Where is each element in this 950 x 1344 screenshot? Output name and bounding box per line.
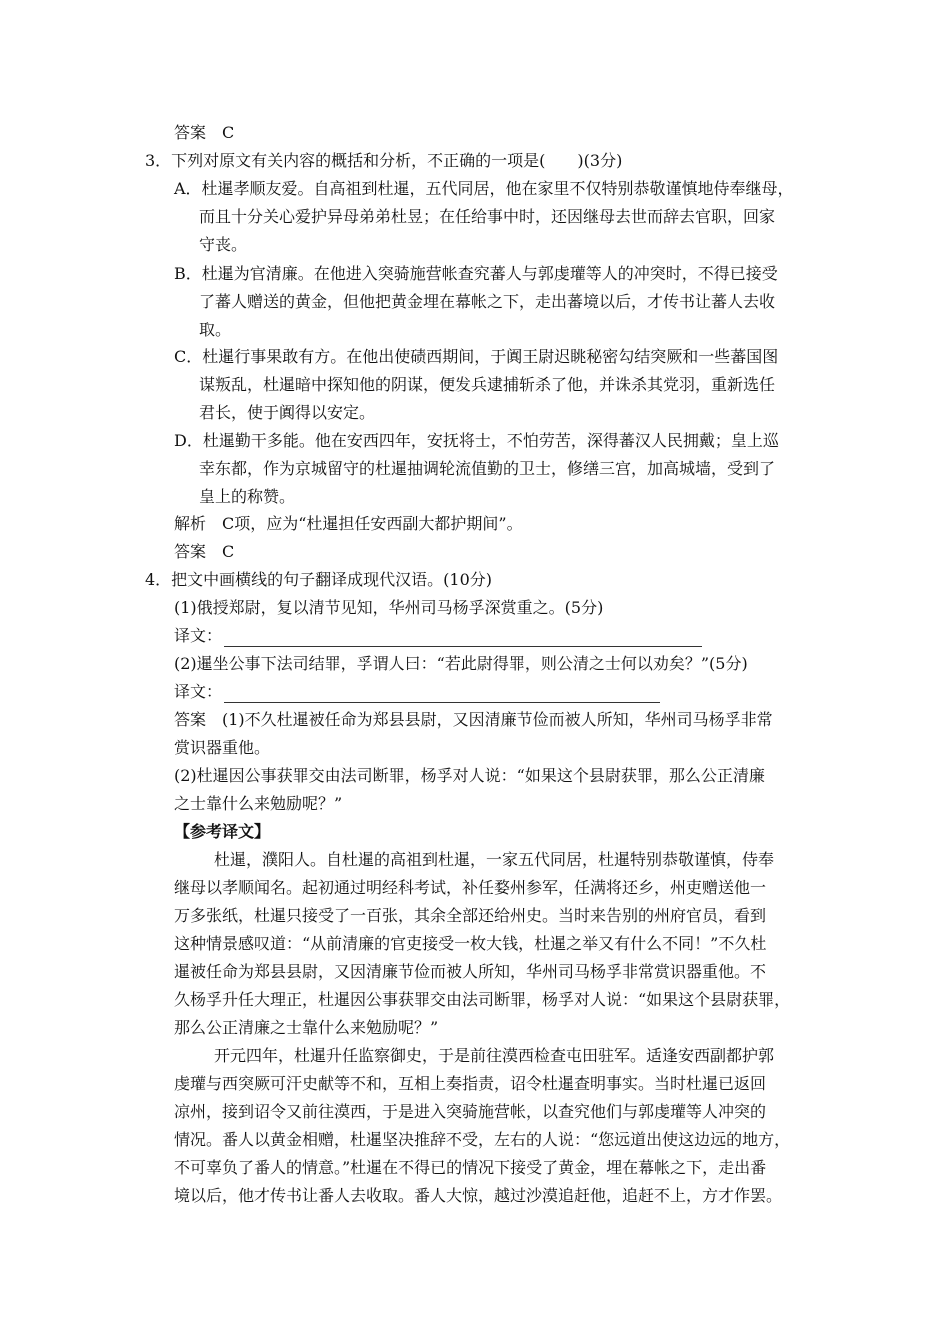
translation-1-row: [174, 625, 702, 647]
option-b-line-1: B．杜暹为官清廉。在他进入突骑施营帐查究蕃人与郭虔瓘等人的冲突时，不得已接受: [174, 264, 778, 283]
translation-2-row: [174, 681, 660, 703]
option-c-line-1: C．杜暹行事果敢有方。在他出使碛西期间，于阗王尉迟眺秘密勾结突厥和一些蕃国图: [174, 347, 779, 366]
para1-line-2: 继母以孝顺闻名。起初通过明经科考试，补任婺州参军，任满将还乡，州吏赠送他一: [174, 878, 767, 897]
analysis-line: 解析 C项，应为“杜暹担任安西副大都护期间”。: [174, 514, 523, 533]
para1-line-6: 久杨孚升任大理正，杜暹因公事获罪交由法司断罪，杨孚对人说：“如果这个县尉获罪，: [174, 990, 791, 1009]
sentence-1: (1)俄授郑尉，复以清节见知，华州司马杨孚深赏重之。(5分): [174, 598, 604, 617]
question-3-stem: 3．下列对原文有关内容的概括和分析，不正确的一项是( )(3分): [145, 151, 623, 170]
translation-label-1: 译文：: [174, 626, 223, 645]
option-b-line-2: 了蕃人赠送的黄金，但他把黄金埋在幕帐之下，走出蕃境以后，才传书让蕃人去收: [199, 292, 776, 311]
option-d-line-1: D．杜暹勤干多能。他在安西四年，安抚将士，不怕劳苦，深得蕃汉人民拥戴；皇上巡: [174, 431, 779, 450]
para2-line-2: 虔瓘与西突厥可汗史献等不和，互相上奏指责，诏令杜暹查明事实。当时杜暹已返回: [174, 1074, 767, 1093]
sentence-2: (2)暹坐公事下法司结罪，孚谓人曰：“若此尉得罪，则公清之士何以劝矣？”(5分): [174, 654, 748, 673]
para2-line-1: 开元四年，杜暹升任监察御史，于是前往漠西检查屯田驻军。适逢安西副都护郭: [214, 1046, 775, 1065]
para1-line-4: 这种情景感叹道：“从前清廉的官吏接受一枚大钱，杜暹之举又有什么不同！”不久杜: [174, 934, 767, 953]
option-a-line-3: 守丧。: [199, 235, 248, 254]
option-c-line-2: 谋叛乱，杜暹暗中探知他的阴谋，便发兵逮捕斩杀了他，并诛杀其党羽，重新选任: [199, 375, 776, 394]
translation-blank-1: [224, 628, 702, 647]
option-a-line-2: 而且十分关心爱护异母弟弟杜昱；在任给事中时，还因继母去世而辞去官职，回家: [199, 207, 776, 226]
question-4-stem: 4．把文中画横线的句子翻译成现代汉语。(10分): [145, 570, 493, 589]
answer-line-q3: 答案 C: [174, 542, 235, 561]
option-d-line-2: 幸东都，作为京城留守的杜暹抽调轮流值勤的卫士，修缮三宫，加高城墙，受到了: [199, 459, 776, 478]
para1-line-1: 杜暹，濮阳人。自杜暹的高祖到杜暹，一家五代同居，杜暹特别恭敬谨慎，侍奉: [214, 850, 775, 869]
para1-line-7: 那么公正清廉之士靠什么来勉励呢？”: [174, 1018, 439, 1037]
reference-translation-title: 【参考译文】: [174, 822, 271, 841]
answer-q4-line-2: 赏识器重他。: [174, 738, 271, 757]
option-b-line-3: 取。: [199, 320, 232, 339]
option-a-line-1: A．杜暹孝顺友爱。自高祖到杜暹，五代同居，他在家里不仅特别恭敬谨慎地侍奉继母，: [174, 179, 794, 198]
option-c-line-3: 君长，使于阗得以安定。: [199, 403, 376, 422]
para2-line-5: 不可辜负了番人的情意。”杜暹在不得已的情况下接受了黄金，埋在幕帐之下，走出番: [174, 1158, 767, 1177]
para1-line-5: 暹被任命为郑县县尉，又因清廉节俭而被人所知，华州司马杨孚非常赏识器重他。不: [174, 962, 767, 981]
para1-line-3: 万多张纸，杜暹只接受了一百张，其余全部还给州史。当时来告别的州府官员，看到: [174, 906, 767, 925]
translation-blank-2: [224, 684, 660, 703]
answer-q4-line-4: 之士靠什么来勉励呢？”: [174, 794, 343, 813]
answer-line: 答案 C: [174, 123, 235, 142]
option-d-line-3: 皇上的称赞。: [199, 487, 296, 506]
para2-line-4: 情况。番人以黄金相赠，杜暹坚决推辞不受，左右的人说：“您远道出使这边远的地方，: [174, 1130, 791, 1149]
translation-label-2: 译文：: [174, 682, 223, 701]
answer-q4-line-3: (2)杜暹因公事获罪交由法司断罪，杨孚对人说：“如果这个县尉获罪，那么公正清廉: [174, 766, 765, 785]
answer-q4-line-1: 答案 (1)不久杜暹被任命为郑县县尉，又因清廉节俭而被人所知，华州司马杨孚非常: [174, 710, 773, 729]
para2-line-3: 凉州，接到诏令又前往漠西，于是进入突骑施营帐，以查究他们与郭虔瓘等人冲突的: [174, 1102, 767, 1121]
para2-line-6: 境以后，他才传书让番人去收取。番人大惊，越过沙漠追赶他，追赶不上，方才作罢。: [174, 1186, 783, 1205]
